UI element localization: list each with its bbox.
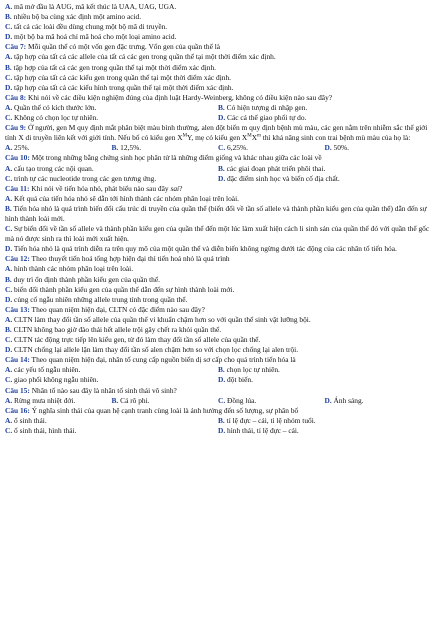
option-text: Rừng mưa nhiệt đới. xyxy=(14,395,76,405)
question-text: Khi nói về các điều kiện nghiệm đúng của định luật Hardy-Weinberg, không có điều kiện nào sau đây? xyxy=(26,92,333,102)
option-letter: B. xyxy=(5,274,12,284)
option-letter: C. xyxy=(5,173,13,183)
option-c xyxy=(5,285,431,295)
option-letter: C. xyxy=(5,224,13,234)
question-16 xyxy=(5,406,431,416)
option-letter: C. xyxy=(5,22,13,32)
option-b xyxy=(5,204,431,224)
option-letter: C. xyxy=(5,113,13,123)
option-letter: B. xyxy=(111,143,119,153)
option-d xyxy=(325,396,432,406)
option-letter: D. xyxy=(5,244,13,254)
option-letter: B. xyxy=(218,365,225,375)
option-a xyxy=(5,103,218,113)
option-a xyxy=(5,396,112,406)
question-8 xyxy=(5,93,431,103)
option-text: các yếu tố ngẫu nhiên. xyxy=(14,365,81,375)
option-text: Kết quả của tiến hóa nhỏ sẽ dẫn tới hình thành các nhóm phân loại trên loài. xyxy=(14,193,239,203)
option-c xyxy=(5,73,431,83)
option-letter: B. xyxy=(218,163,225,173)
option-a xyxy=(5,52,431,62)
question-13 xyxy=(5,305,431,315)
question-text: Theo quan niệm hiện đại, nhân tố cung cấp nguồn biến dị sơ cấp cho quá trình tiến hóa là xyxy=(29,355,296,365)
option-text: ổ sinh thái. xyxy=(14,415,47,425)
option-text: mã mở đầu là AUG, mã kết thúc là UAA, UAG, UGA. xyxy=(14,2,177,11)
options-row xyxy=(5,375,431,385)
option-letter: C. xyxy=(5,335,13,345)
option-text: đột biến. xyxy=(227,375,253,385)
option-text: Ánh sáng. xyxy=(333,395,364,405)
options-row xyxy=(5,164,431,174)
option-d xyxy=(5,83,431,93)
option-text: Tiến hóa nhỏ là quá trình diễn ra trên quy mô của một quần thể và diễn biến không ngừng dưới tác động của các nhân tố tiến hóa. xyxy=(13,244,397,254)
question-number: Câu 15: xyxy=(5,385,30,395)
option-letter: A. xyxy=(5,102,13,112)
question-number: Câu 13: xyxy=(5,304,30,314)
question-14 xyxy=(5,355,431,365)
option-d xyxy=(218,113,431,123)
question-number: Câu 8: xyxy=(5,92,27,102)
option-d xyxy=(218,426,431,436)
option-a xyxy=(5,164,218,174)
options-row xyxy=(5,103,431,113)
option-text: Không có chọn lọc tự nhiên. xyxy=(14,113,99,123)
option-letter: A. xyxy=(5,415,13,425)
question-text: X xyxy=(251,133,258,143)
option-text: các giai đoạn phát triển phôi thai. xyxy=(226,163,326,173)
option-text: tập hợp của tất cả các kiểu hình trong quần thể tại một thời điểm xác định. xyxy=(14,82,234,92)
option-text: Cá rô phi. xyxy=(120,395,150,405)
option-text: tập hợp của tất cả các allele của tất cả các gen trong quần thể tại một thời điểm xác định. xyxy=(14,52,276,62)
option-a xyxy=(5,264,431,274)
option-text: nhiều bộ ba cùng xác định một amino acid. xyxy=(13,12,142,22)
option-text: Quần thể có kích thước lớn. xyxy=(14,102,97,112)
question-text: Y, mẹ có kiểu gen X xyxy=(187,133,248,143)
option-text: đặc điểm sinh học và biến cố địa chất. xyxy=(227,173,340,183)
option-text: trình tự các nucleotide trong các gen tương ứng. xyxy=(14,173,157,183)
option-a xyxy=(5,143,112,153)
question-number: Câu 12: xyxy=(5,254,30,264)
option-letter: B. xyxy=(5,203,12,213)
option-letter: A. xyxy=(5,264,13,274)
options-row xyxy=(5,113,431,123)
option-a xyxy=(5,2,431,12)
option-text: CLTN tác động trực tiếp lên kiểu gen, từ đó làm thay đổi tần số allele của quần thể. xyxy=(14,335,261,345)
option-d xyxy=(5,244,431,254)
question-9 xyxy=(5,123,431,143)
option-c xyxy=(5,113,218,123)
question-7 xyxy=(5,42,431,52)
emphasis-word: sai xyxy=(170,183,180,193)
option-letter: C. xyxy=(218,143,226,153)
option-a xyxy=(5,194,431,204)
option-letter: C. xyxy=(5,425,13,435)
option-d xyxy=(5,345,431,355)
option-text: 12,5%. xyxy=(120,143,142,153)
question-text: Ý nghĩa sinh thái của quan hệ cạnh tranh cùng loài là ảnh hưởng đến số lượng, sự phân bố xyxy=(29,405,299,415)
option-d xyxy=(5,295,431,305)
options-row xyxy=(5,143,431,153)
options-row xyxy=(5,396,431,406)
question-text: Một trong những bằng chứng sinh học phân tử là những điểm giống và khác nhau giữa các loài về xyxy=(29,153,322,163)
option-text: Tiến hóa nhỏ là quá trình biến đổi cấu trúc di truyền của quần thể (biến đổi về tần số allele và thành phần kiểu gen của quần thể) dẫn đến sự hình thành loài mới. xyxy=(5,203,427,223)
option-text: CLTN chống lại allele lặn làm thay đổi tần số alen chậm hơn so với chọn lọc chống lại alen trội. xyxy=(14,345,299,355)
option-text: 25%. xyxy=(14,143,30,153)
option-c xyxy=(5,335,431,345)
option-text: hình thái, tỉ lệ đực – cái. xyxy=(227,425,299,435)
question-11 xyxy=(5,184,431,194)
option-text: Có hiện tượng di nhập gen. xyxy=(226,102,308,112)
option-c xyxy=(5,22,431,32)
option-c xyxy=(218,143,325,153)
option-letter: D. xyxy=(324,143,332,153)
option-d xyxy=(218,174,431,184)
option-text: CLTN không bao giờ đào thải hết allele trội gây chết ra khỏi quần thể. xyxy=(13,325,222,334)
options-row xyxy=(5,174,431,184)
question-10 xyxy=(5,153,431,163)
option-letter: D. xyxy=(324,395,332,405)
option-letter: B. xyxy=(111,395,119,405)
option-letter: D. xyxy=(218,173,226,183)
option-b xyxy=(5,63,431,73)
option-b xyxy=(218,416,431,426)
option-letter: B. xyxy=(5,62,12,72)
option-c xyxy=(5,426,218,436)
option-b xyxy=(218,103,431,113)
option-letter: D. xyxy=(5,345,13,355)
option-text: ổ sinh thái, hình thái. xyxy=(14,425,77,435)
option-letter: C. xyxy=(5,284,13,294)
question-12 xyxy=(5,254,431,264)
option-text: Các cá thể giao phối tự do. xyxy=(227,113,307,123)
option-b xyxy=(5,325,431,335)
option-letter: B. xyxy=(218,102,225,112)
option-text: cấu tạo trong các nội quan. xyxy=(14,163,94,173)
option-a xyxy=(5,315,431,325)
option-letter: D. xyxy=(218,113,226,123)
question-text-end: ? xyxy=(179,183,183,193)
question-text: Mỗi quần thể có một vốn gen đặc trưng. Vốn gen của quần thể là xyxy=(26,42,221,52)
question-number: Câu 11: xyxy=(5,183,30,193)
option-letter: A. xyxy=(5,2,13,11)
option-text: CLTN làm thay đổi tần số allele của quần thể vi khuẩn chậm hơn so với quần thể sinh vật lưỡng bội. xyxy=(14,314,311,324)
option-letter: A. xyxy=(5,193,13,203)
option-text: Đồng lúa. xyxy=(227,395,257,405)
option-letter: D. xyxy=(218,375,226,385)
superscript: M xyxy=(247,133,252,139)
question-text: thì khả năng sinh con trai bệnh mù màu của họ là: xyxy=(260,133,411,143)
option-text: chọn lọc tự nhiên. xyxy=(226,365,280,375)
option-c xyxy=(5,224,431,244)
option-text: 50%. xyxy=(333,143,349,153)
superscript: m xyxy=(257,133,261,139)
option-text: hình thành các nhóm phân loại trên loài. xyxy=(14,264,134,274)
question-number: Câu 16: xyxy=(5,405,30,415)
question-text: Theo quan niệm hiện đại, CLTN có đặc điểm nào sau đây? xyxy=(29,304,205,314)
option-b xyxy=(112,396,219,406)
option-letter: B. xyxy=(218,415,225,425)
options-row xyxy=(5,416,431,426)
option-letter: A. xyxy=(5,52,13,62)
options-row xyxy=(5,365,431,375)
option-letter: A. xyxy=(5,163,13,173)
option-c xyxy=(218,396,325,406)
question-text: Ở người, gen M quy định mắt phân biệt màu bình thường, alen đột biến m quy định bệnh mù màu, các gen nằm trên nhiễm sắc thể giới tính X di truyền liên kết với giới tính. Nếu bố có kiểu gen X xyxy=(5,123,428,143)
option-d xyxy=(5,32,431,42)
option-letter: C. xyxy=(5,72,13,82)
options-row xyxy=(5,426,431,436)
option-letter: B. xyxy=(5,325,12,334)
option-b xyxy=(218,365,431,375)
question-number: Câu 9: xyxy=(5,123,27,133)
option-b xyxy=(112,143,219,153)
option-b xyxy=(5,275,431,285)
option-text: một bộ ba mã hoá chỉ mã hoá cho một loại amino acid. xyxy=(14,32,177,42)
option-letter: A. xyxy=(5,395,13,405)
option-c xyxy=(5,375,218,385)
option-text: 6,25%. xyxy=(227,143,248,153)
question-text: Theo thuyết tiến hoá tổng hợp hiện đại thì tiến hoá nhỏ là quá trình xyxy=(29,254,230,264)
question-text: Khi nói về tiến hóa nhỏ, phát biểu nào sau đây xyxy=(29,183,171,193)
option-text: duy trì ổn định thành phần kiểu gen của quần thể. xyxy=(13,274,160,284)
option-letter: C. xyxy=(5,375,13,385)
superscript: M xyxy=(182,133,188,139)
option-letter: C. xyxy=(218,395,226,405)
question-number: Câu 10: xyxy=(5,153,30,163)
option-letter: A. xyxy=(5,143,13,153)
question-text: Nhân tố nào sau đây là nhân tố sinh thái vô sinh? xyxy=(29,385,177,395)
option-text: tập hợp của tất cả các gen trong quần thể tại một thời điểm xác định. xyxy=(13,62,217,72)
option-d xyxy=(218,375,431,385)
option-letter: D. xyxy=(5,32,13,42)
option-text: biến đổi thành phần kiểu gen của quần thể dẫn đến sự hình thành loài mới. xyxy=(14,284,235,294)
question-15 xyxy=(5,386,431,396)
option-letter: A. xyxy=(5,314,13,324)
option-d xyxy=(325,143,432,153)
option-text: giao phối không ngẫu nhiên. xyxy=(14,375,99,385)
option-text: tập hợp của tất cả các kiểu gen trong quần thể tại một thời điểm xác định. xyxy=(14,72,231,82)
option-text: Sự biến đổi về tần số allele và thành phần kiểu gen của quần thể đến một lúc làm xuất hiện cách li sinh sản của quần thể đó với quần thể gốc mà nó được sinh ra thì loài mới xuất hiện. xyxy=(5,224,430,244)
option-c xyxy=(5,174,218,184)
option-text: tỉ lệ đực – cái, tỉ lệ nhóm tuổi. xyxy=(226,415,316,425)
option-text: tất cả các loài đều dùng chung một bộ mã di truyền. xyxy=(14,22,168,32)
question-number: Câu 14: xyxy=(5,355,30,365)
question-number: Câu 7: xyxy=(5,42,27,52)
option-letter: B. xyxy=(5,12,12,22)
option-letter: A. xyxy=(5,365,13,375)
option-text: củng cố ngẫu nhiên những allele trung tính trong quần thể. xyxy=(14,294,188,304)
option-letter: D. xyxy=(5,82,13,92)
option-b xyxy=(5,12,431,22)
option-letter: D. xyxy=(218,425,226,435)
option-a xyxy=(5,416,218,426)
option-b xyxy=(218,164,431,174)
option-a xyxy=(5,365,218,375)
option-letter: D. xyxy=(5,294,13,304)
